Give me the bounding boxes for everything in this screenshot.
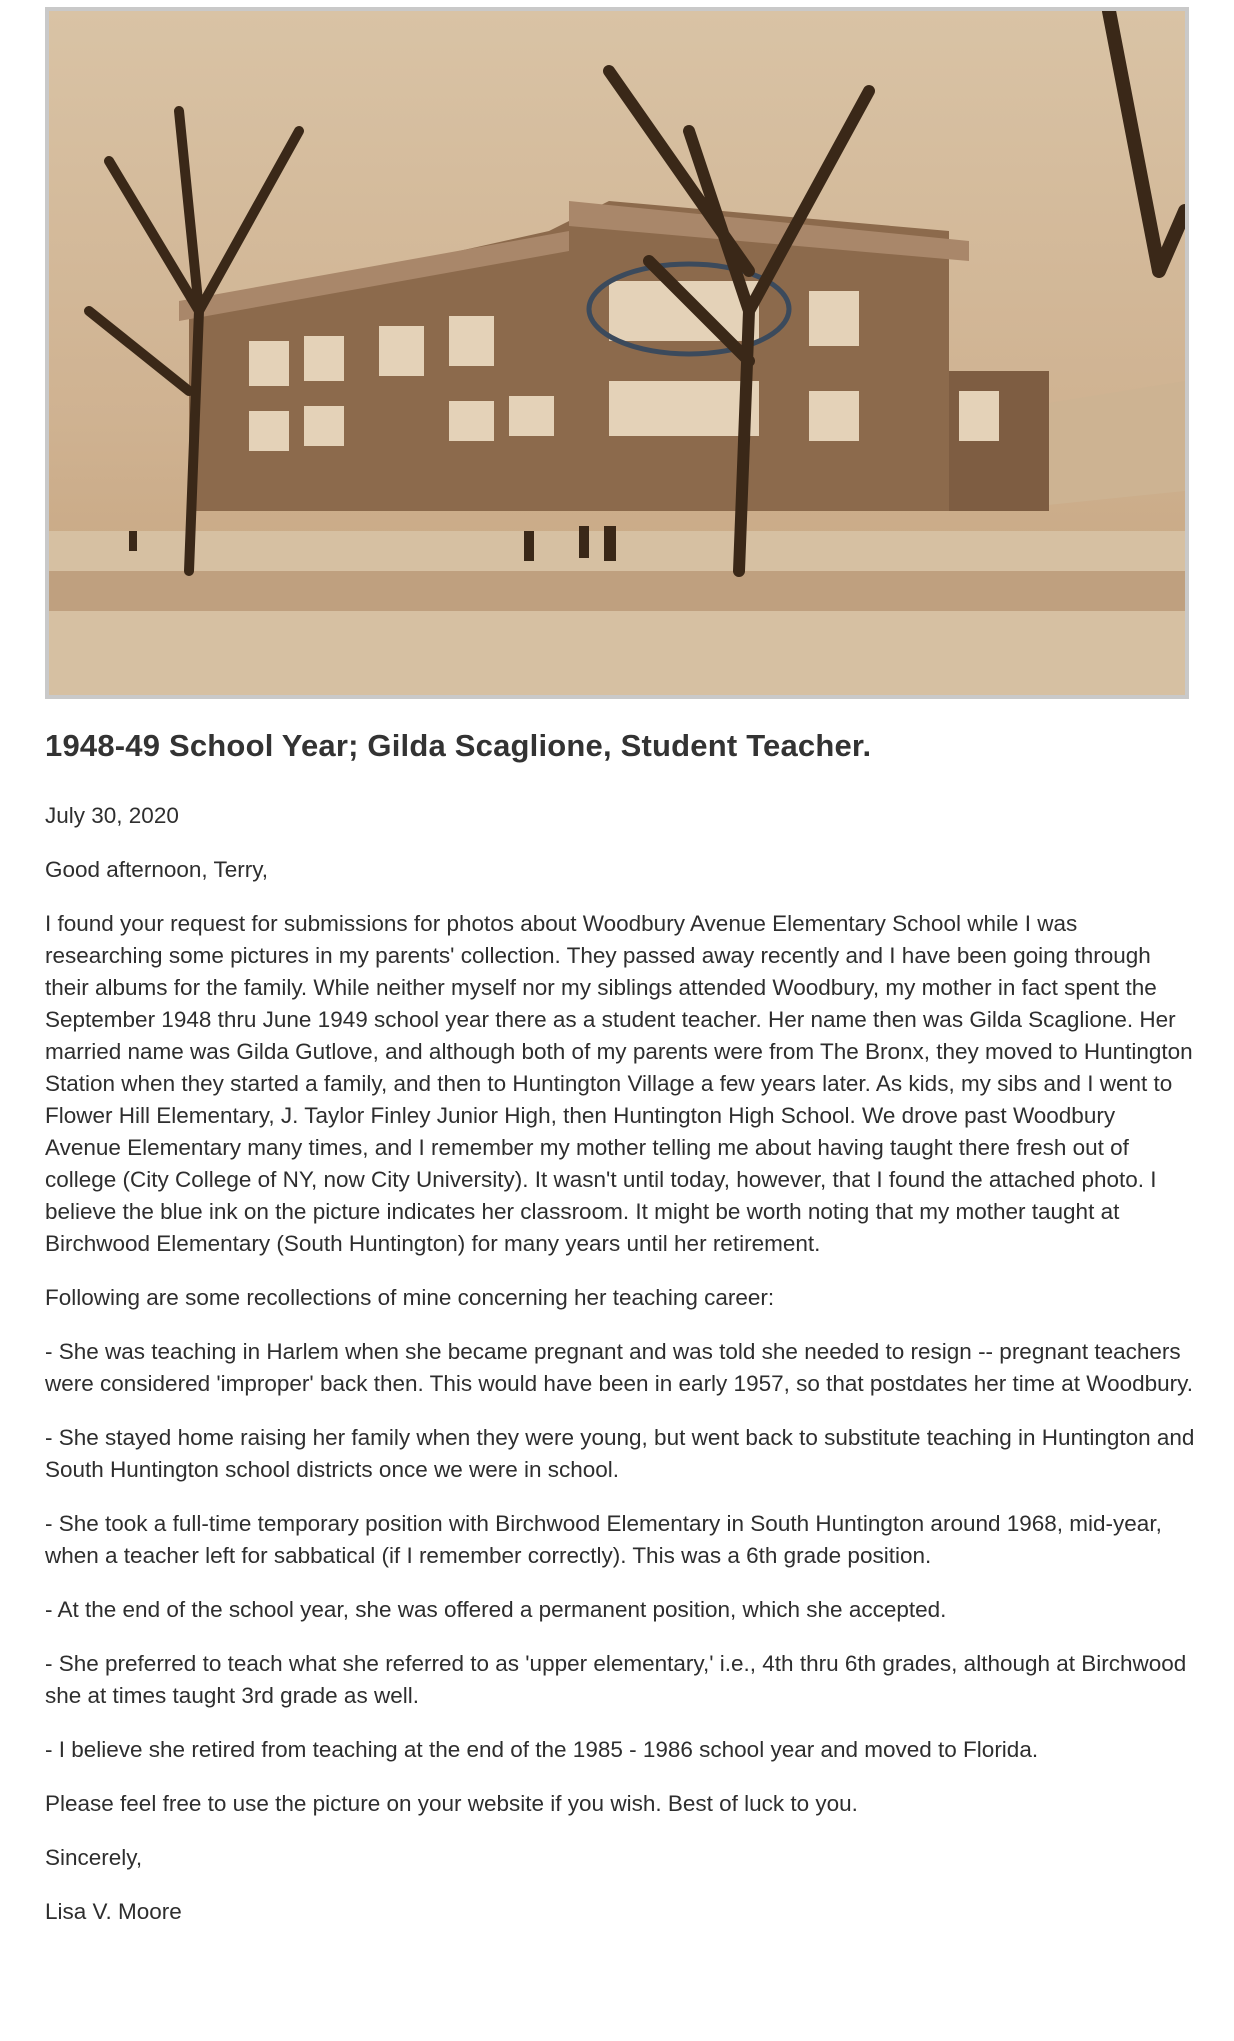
paragraph: - She took a full-time temporary position with Birchwood Elementary in South Huntington around 1968, mid-year, when a teacher left for sabbatical (if I remember correctly). This was a 6th grade position. [45,1511,1162,1568]
letter-date: July 30, 2020 [45,803,179,828]
letter-greeting: Good afternoon, Terry, [45,857,269,882]
paragraph: - She was teaching in Harlem when she became pregnant and was told she needed to resign -- pregnant teachers were considered 'improper' back then. This would have been in early 1957, so that postdates her time at Woodbury. [45,1339,1193,1396]
paragraph: I found your request for submissions for photos about Woodbury Avenue Elementary School while I was researching some pictures in my parents' collection. They passed away recently and I have been going through their albums for the family. While neither myself nor my siblings attended Woodbury, my mother in fact spent the September 1948 thru June 1949 school year there as a student teacher. Her name then was Gilda Scaglione. Her married name was Gilda Gutlove, and although both of my parents were from The Bronx, they moved to Huntington Station when they started a family, and then to Huntington Village a few years later. As kids, my sibs and I went to Flower Hill Elementary, J. Taylor Finley Junior High, then Huntington High School. We drove past Woodbury Avenue Elementary many times, and I remember my mother telling me about having taught there fresh out of college (City College of NY, now City University). It wasn't until today, however, that I found the attached photo. I believe the blue ink on the picture indicates her classroom. It might be worth noting that my mother taught at Birchwood Elementary (South Huntington) for many years until her retirement. [45,911,1193,1256]
school-building-image [49,11,1185,695]
letter-closing: Sincerely, [45,1845,143,1870]
paragraph: - I believe she retired from teaching at the end of the 1985 - 1986 school year and moved to Florida. [45,1737,1039,1762]
paragraph: Following are some recollections of mine concerning her teaching career: [45,1285,775,1310]
school-photo [45,7,1189,699]
post-title: 1948-49 School Year; Gilda Scaglione, Student Teacher. [45,728,872,763]
paragraph: - At the end of the school year, she was offered a permanent position, which she accepted. [45,1597,947,1622]
letter-signature: Lisa V. Moore [45,1899,182,1924]
paragraph: Please feel free to use the picture on your website if you wish. Best of luck to you. [45,1791,858,1816]
letter-body [45,800,1195,1950]
paragraph: - She stayed home raising her family when they were young, but went back to substitute teaching in Huntington and South Huntington school districts once we were in school. [45,1425,1195,1482]
paragraph: - She preferred to teach what she referred to as 'upper elementary,' i.e., 4th thru 6th grades, although at Birchwood she at times taught 3rd grade as well. [45,1651,1187,1708]
